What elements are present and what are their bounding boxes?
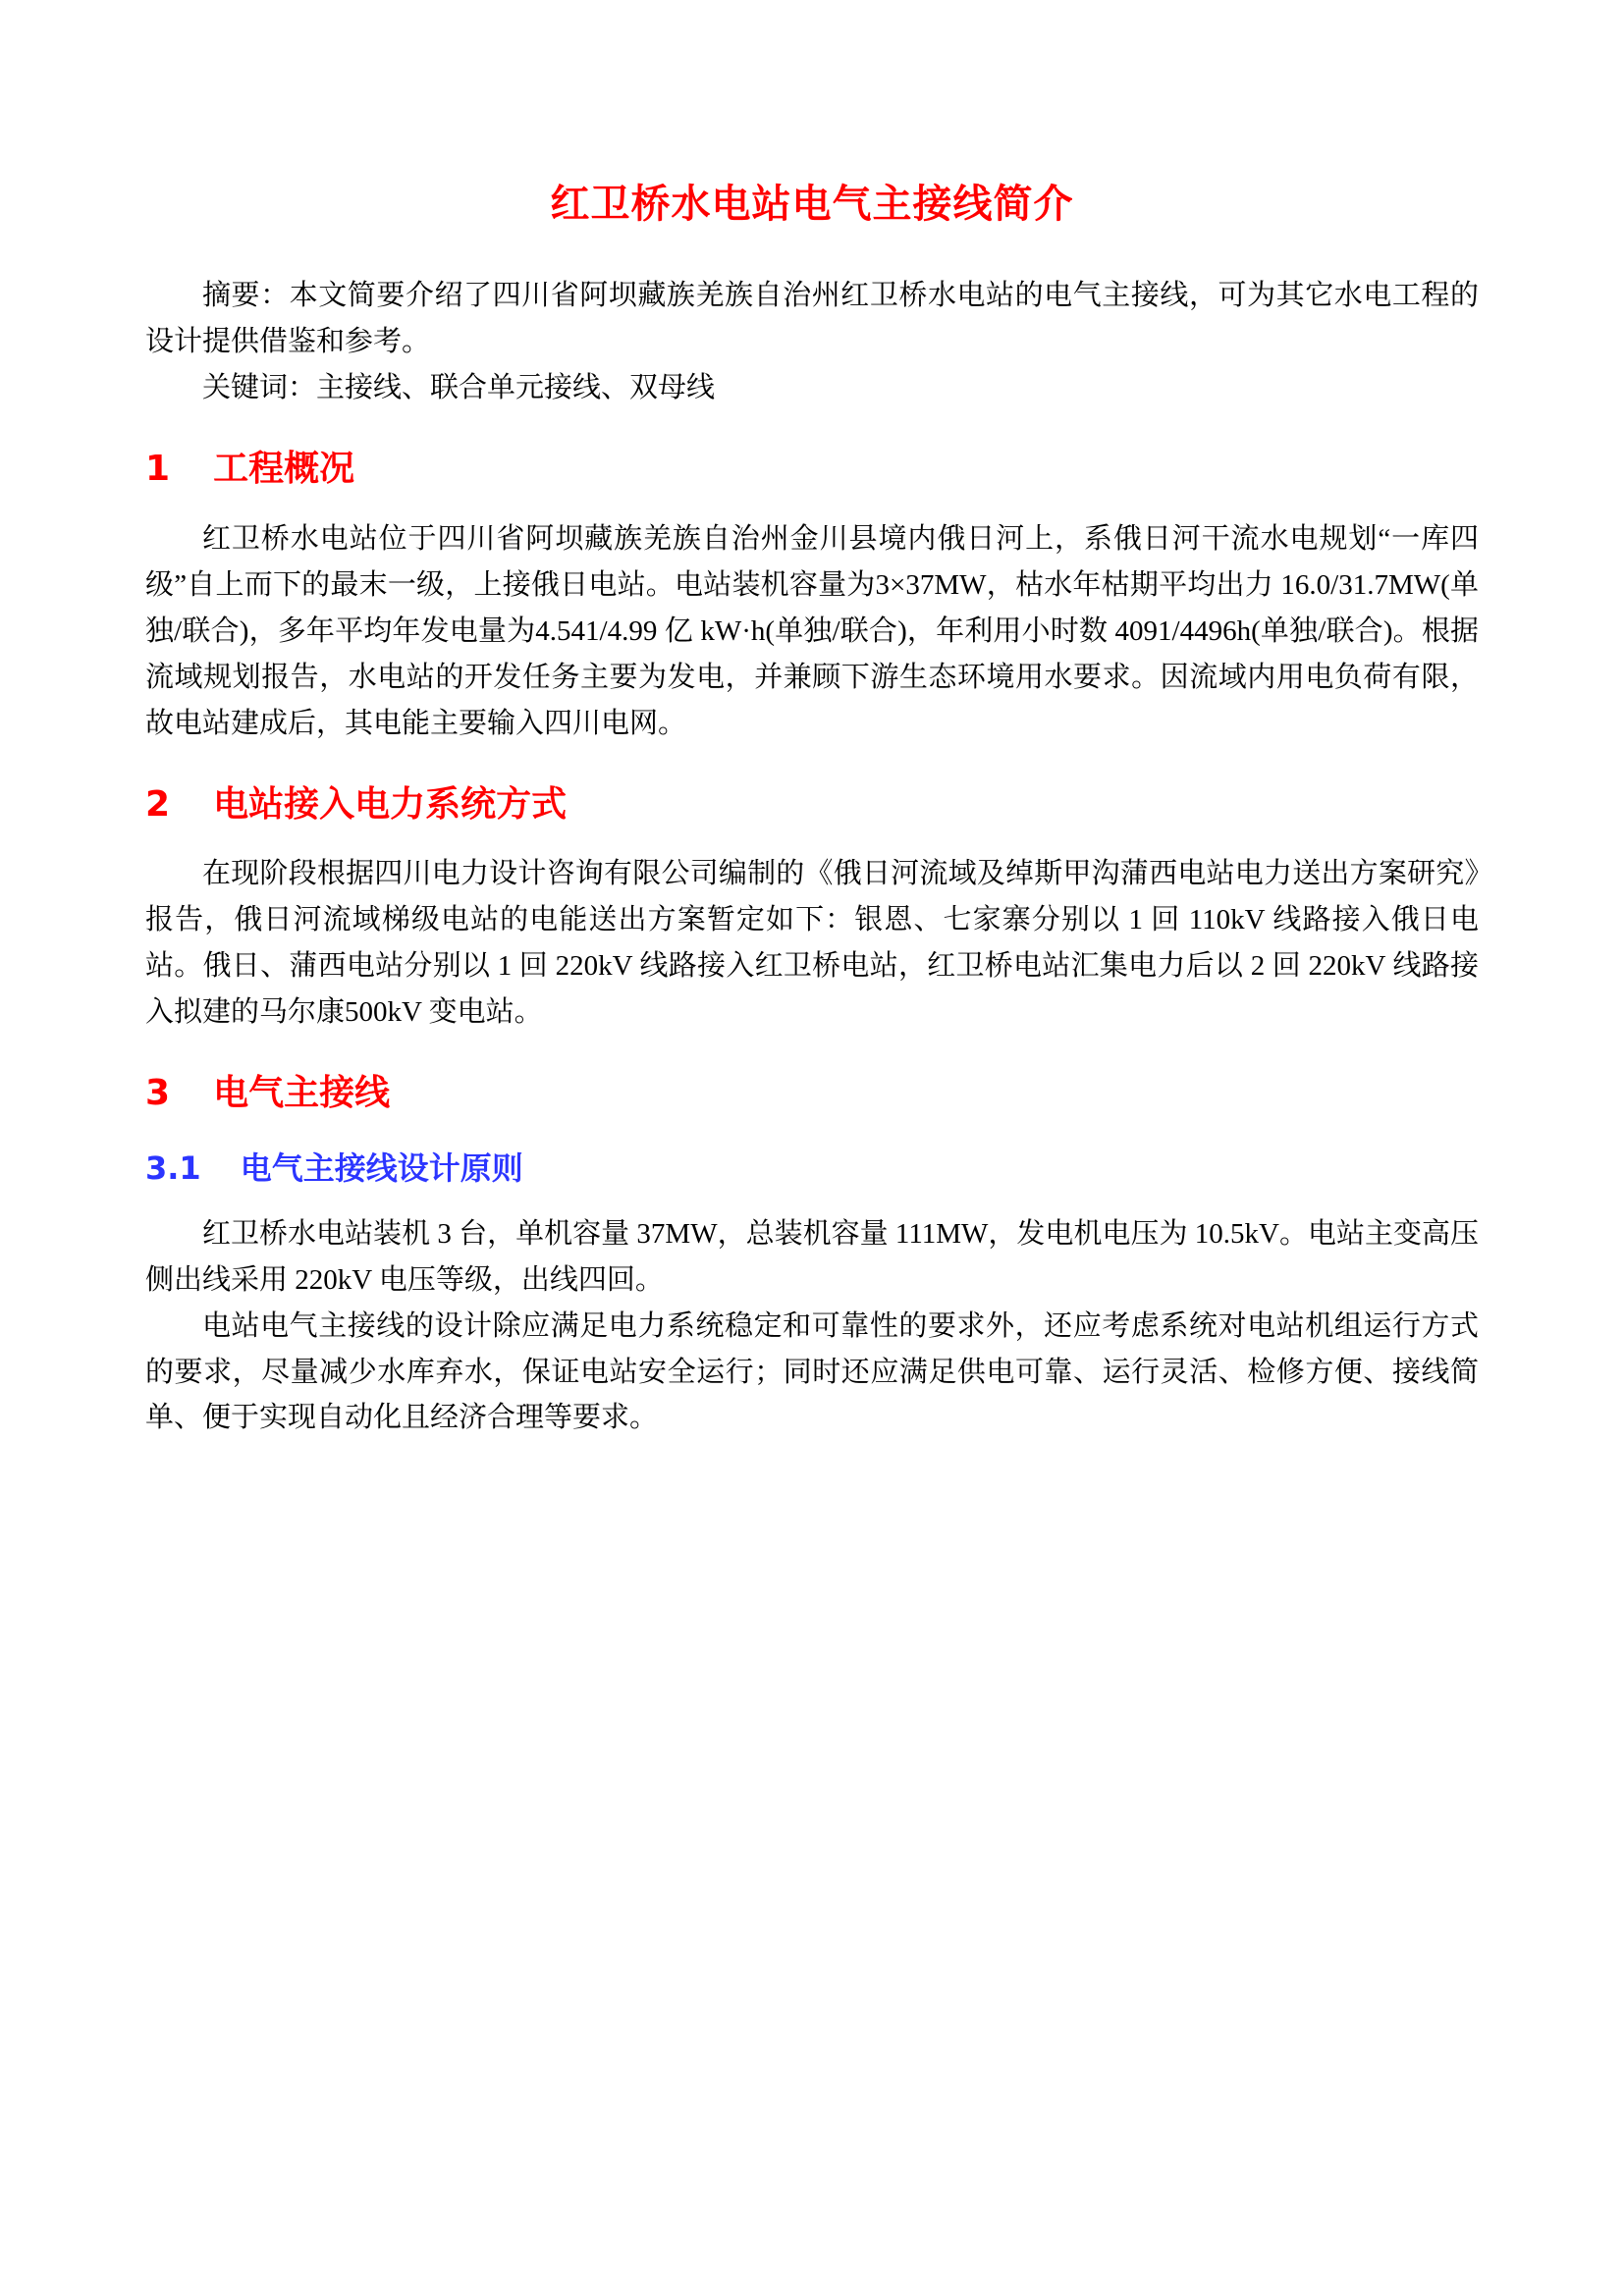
page-title: 红卫桥水电站电气主接线简介 (550, 182, 1074, 227)
abstract-paragraph: 摘要：本文简要介绍了四川省阿坝藏族羌族自治州红卫桥水电站的电气主接线，可为其它水电工程的设计提供借鉴和参考。 (145, 280, 1479, 357)
section-heading-2 (145, 782, 1479, 828)
section-1-paragraph-1: 红卫桥水电站位于四川省阿坝藏族羌族自治州金川县境内俄日河上，系俄日河干流水电规划“一库四级”自上而下的最末一级，上接俄日电站。电站装机容量为3×37MW，枯水年枯期平均出力 16.0/31.7MW(单独/联合)，多年平均年发电量为4.541/4.99 亿 kW·h(单独/联合)，年利用小时数 4091/4496h(单独/联合)。根据流域规划报告，水电站的开发任务主要为发电，并兼顾下游生态环境用水要求。因流域内用电负荷有限，故电站建成后，其电能主要输入四川电网。 (145, 522, 1479, 739)
section-heading-1 (145, 447, 1479, 493)
subsection-3-1-paragraph-2: 电站电气主接线的设计除应满足电力系统稳定和可靠性的要求外，还应考虑系统对电站机组运行方式的要求，尽量减少水库弃水，保证电站安全运行；同时还应满足供电可靠、运行灵活、检修方便、接线简单、便于实现自动化且经济合理等要求。 (145, 1309, 1479, 1434)
section-2-paragraph-1: 在现阶段根据四川电力设计咨询有限公司编制的《俄日河流域及绰斯甲沟蒲西电站电力送出方案研究》报告，俄日河流域梯级电站的电能送出方案暂定如下：银恩、七家寨分别以 1 回 110kV 线路接入俄日电站。俄日、蒲西电站分别以 1 回 220kV 线路接入红卫桥电站，红卫桥电站汇集电力后以 2 回 220kV 线路接入拟建的马尔康500kV 变电站。 (145, 858, 1479, 1029)
section-number-1: 1 (145, 448, 171, 489)
section-number-3: 3 (145, 1073, 171, 1114)
section-number-2: 2 (145, 783, 171, 825)
section-title-3: 电气主接线 (213, 1073, 391, 1114)
subsection-number-3-1: 3.1 (145, 1149, 201, 1188)
section-title-2: 电站接入电力系统方式 (213, 783, 568, 825)
subsection-heading-3-1 (145, 1148, 1479, 1190)
section-heading-3 (145, 1071, 1479, 1117)
keywords-paragraph: 关键词：主接线、联合单元接线、双母线 (202, 371, 716, 403)
subsection-3-1-paragraph-1: 红卫桥水电站装机 3 台，单机容量 37MW，总装机容量 111MW，发电机电压为 10.5kV。电站主变高压侧出线采用 220kV 电压等级，出线四回。 (145, 1217, 1479, 1296)
section-title-1: 工程概况 (213, 448, 355, 489)
subsection-title-3-1: 电气主接线设计原则 (240, 1149, 523, 1188)
